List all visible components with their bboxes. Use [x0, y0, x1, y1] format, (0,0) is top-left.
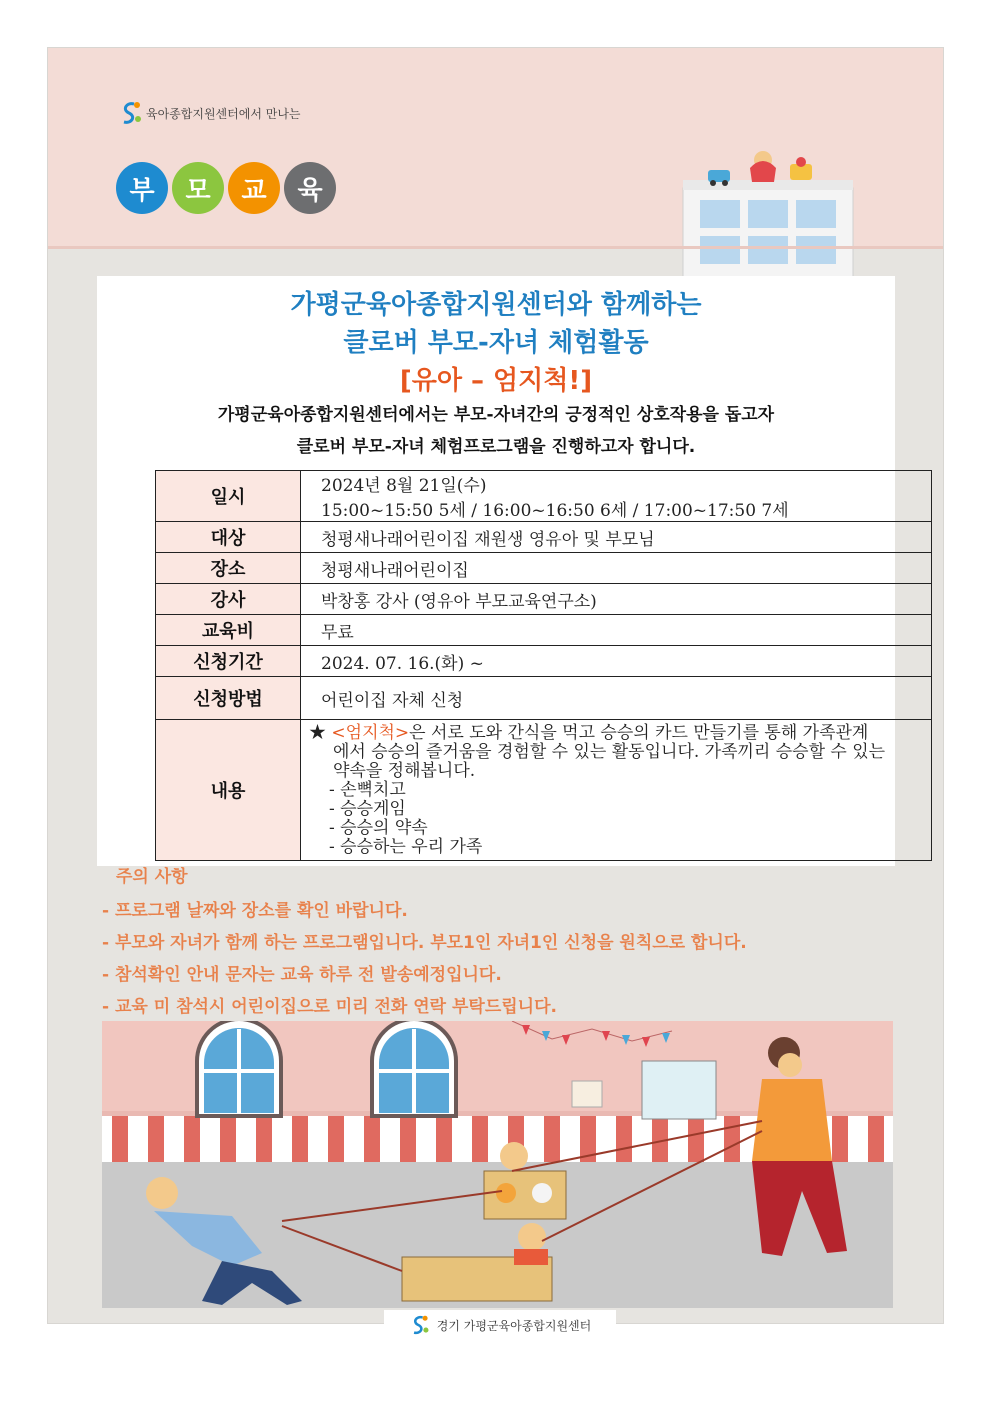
row-value-place: 청평새나래어린이집 [301, 553, 932, 584]
title-line-3: [유아 – 엄지척!] [399, 366, 593, 396]
badge-bu: 부 [116, 162, 168, 214]
row-label-content: 내용 [156, 720, 301, 861]
brand-tagline: 육아종합지원센터에서 만나는 [146, 106, 301, 121]
table-row [156, 615, 932, 646]
content-line-3: 약속을 정해봅니다. [333, 760, 476, 781]
badge-yuk: 육 [284, 162, 336, 214]
table-row [156, 584, 932, 615]
row-label-fee: 교육비 [156, 615, 301, 646]
intro-line-2: 클로버 부모-자녀 체험프로그램을 진행하고자 합니다. [296, 437, 696, 457]
toy-shelf-illustration [678, 148, 908, 278]
table-row [156, 471, 932, 522]
row-value-fee: 무료 [301, 615, 932, 646]
caution-title: 주의 사항 [116, 867, 188, 887]
title-line-1: 가평군육아종합지원센터와 함께하는 [290, 290, 702, 320]
content-line-1: ★ <엄지척>은 서로 도와 간식을 먹고 승승의 카드 만들기를 통해 가족관계 [309, 722, 869, 743]
header-band [48, 48, 943, 246]
row-label-target: 대상 [156, 522, 301, 553]
table-row [156, 553, 932, 584]
table-row [156, 646, 932, 677]
center-logo-icon [409, 1314, 431, 1336]
row-value-method: 어린이집 자체 신청 [301, 677, 932, 720]
row-label-instructor: 강사 [156, 584, 301, 615]
row-value-target: 청평새나래어린이집 재원생 영유아 및 부모님 [301, 522, 932, 553]
center-logo-icon [120, 100, 142, 126]
footer-org-name: 경기 가평군육아종합지원센터 [436, 1318, 592, 1333]
title-badges [116, 162, 336, 214]
list-item: - 승승의 약속 [329, 817, 428, 838]
table-row [156, 677, 932, 720]
caution-item: - 부모와 자녀가 함께 하는 프로그램입니다. 부모1인 자녀1인 신청을 원칙으로 합니다. [102, 933, 747, 953]
header-divider [48, 246, 943, 249]
program-name: <엄지척> [331, 722, 410, 743]
row-label-period: 신청기간 [156, 646, 301, 677]
list-item: - 승승게임 [329, 798, 406, 819]
row-value-instructor: 박창홍 강사 (영유아 부모교육연구소) [301, 584, 932, 615]
caution-item: - 프로그램 날짜와 장소를 확인 바랍니다. [102, 901, 408, 921]
row-label-place: 장소 [156, 553, 301, 584]
row-value-date [301, 471, 932, 522]
footer-org [384, 1310, 616, 1340]
row-value-period: 2024. 07. 16.(화) ~ [301, 646, 932, 677]
title-line-2: 클로버 부모-자녀 체험활동 [343, 328, 649, 358]
notice-panel [97, 276, 895, 866]
caution-item: - 교육 미 참석시 어린이집으로 미리 전화 연락 부탁드립니다. [102, 997, 557, 1017]
info-table [155, 470, 932, 861]
date-line: 2024년 8월 21일(수) [321, 476, 487, 496]
badge-mo: 모 [172, 162, 224, 214]
table-row [156, 720, 932, 861]
intro-line-1: 가평군육아종합지원센터에서는 부모-자녀간의 긍정적인 상호작용을 돕고자 [217, 405, 775, 425]
caution-item: - 참석확인 안내 문자는 교육 하루 전 발송예정입니다. [102, 965, 502, 985]
row-value-content [301, 720, 932, 861]
badge-gyo: 교 [228, 162, 280, 214]
table-row [156, 522, 932, 553]
time-line: 15:00~15:50 5세 / 16:00~16:50 6세 / 17:00~17:50 7세 [321, 501, 789, 521]
star-icon: ★ [309, 722, 332, 743]
poster-page [47, 47, 944, 1333]
content-line-2: 에서 승승의 즐거움을 경험할 수 있는 활동입니다. 가족끼리 승승할 수 있는 [333, 741, 886, 762]
brand-row [120, 100, 301, 126]
row-label-date: 일시 [156, 471, 301, 522]
list-item: - 손뼉치고 [329, 779, 406, 800]
list-item: - 승승하는 우리 가족 [329, 836, 483, 857]
row-label-method: 신청방법 [156, 677, 301, 720]
family-activity-illustration [102, 1021, 893, 1308]
